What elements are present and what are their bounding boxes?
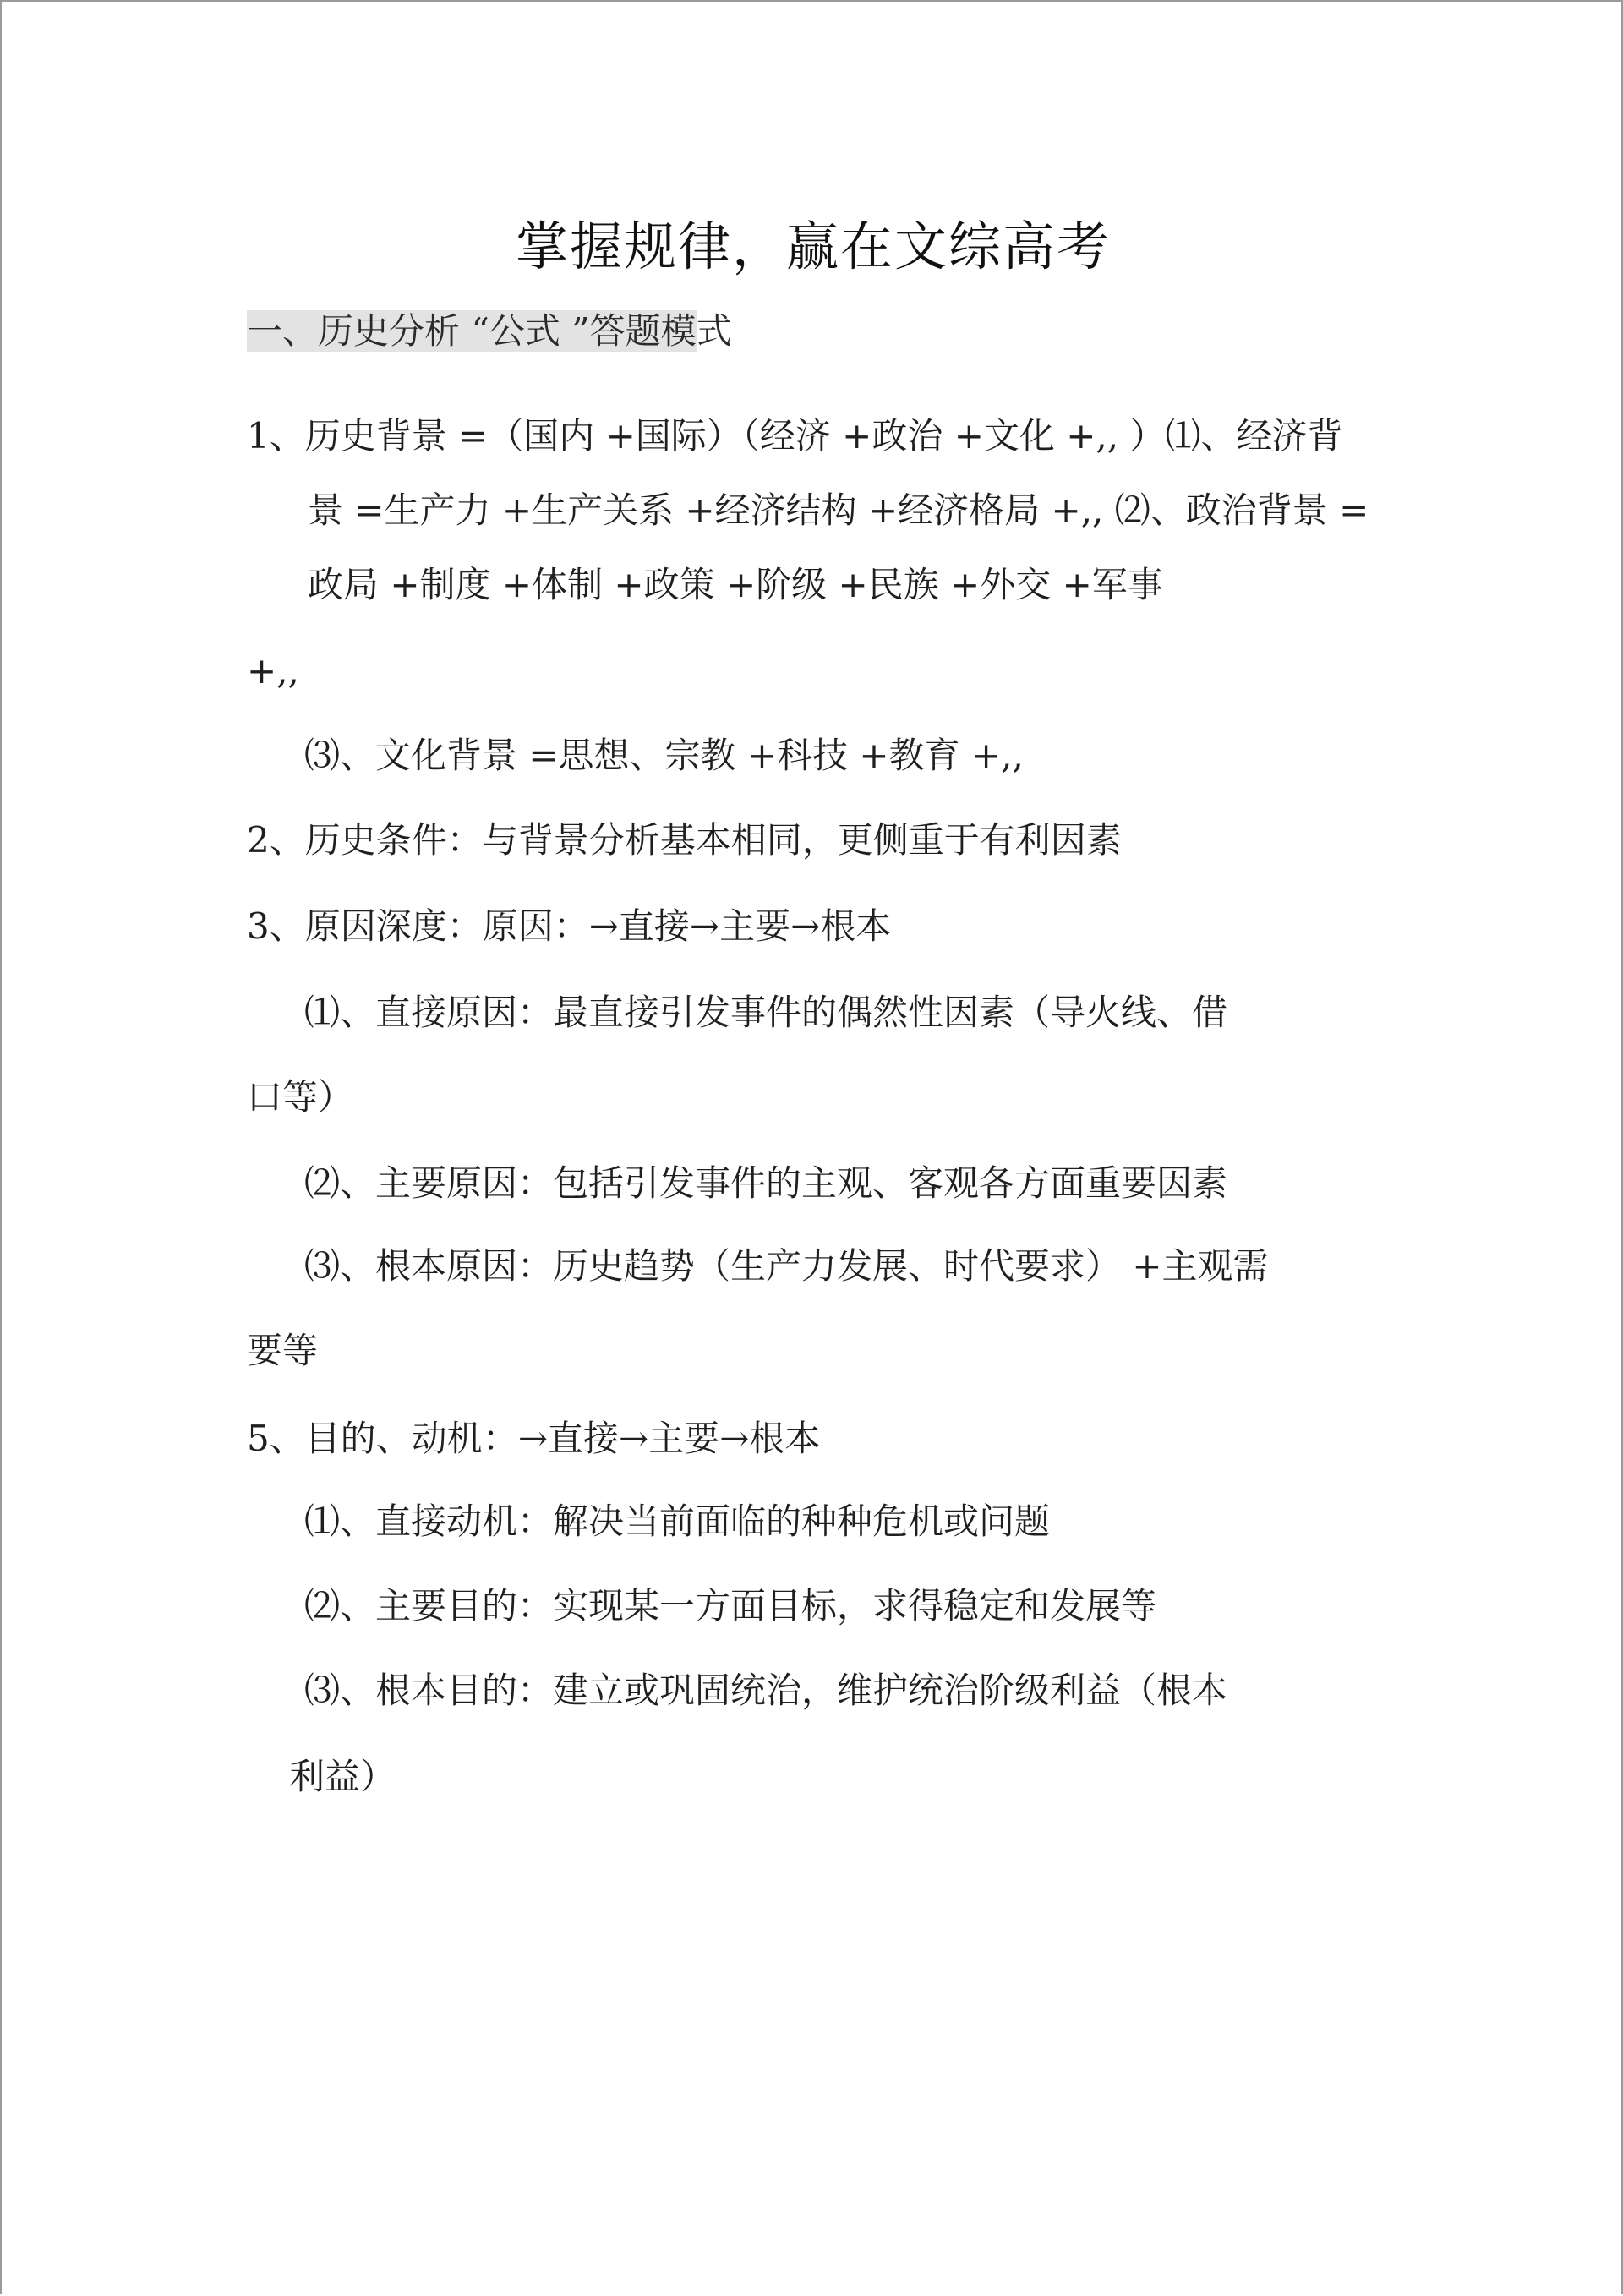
text-line-2: 景 =生产力 +生产关系 +经济结构 +经济格局 +,, ⑵、政治背景 = [308,489,1369,531]
text-line-11: ⑶、根本原因：历史趋势（生产力发展、时代要求） +主观需 [304,1245,1269,1287]
text-line-10: ⑵、主要原因：包括引发事件的主观、客观各方面重要因素 [304,1162,1228,1204]
text-line-4: +,, [247,650,299,692]
text-line-17: 利益） [289,1756,396,1797]
text-line-14: ⑴、直接动机：解决当前面临的种种危机或问题 [304,1501,1051,1542]
text-line-3: 政局 +制度 +体制 +政策 +阶级 +民族 +外交 +军事 [308,564,1163,605]
text-line-16: ⑶、根本目的：建立或巩固统治，维护统治阶级利益（根本 [304,1670,1228,1711]
page-title: 掌握规律，赢在文综高考 [515,216,1111,277]
text-line-13: 5、目的、动机：→直接→主要→根本 [247,1418,821,1459]
text-line-9: 口等） [247,1076,354,1118]
section-heading-highlight: 一、历史分析 “公式 ”答题模 [247,310,697,352]
text-line-7: 3、原因深度：原因：→直接→主要→根本 [247,905,892,947]
section-heading-tail: 式 [696,310,732,352]
text-line-15: ⑵、主要目的：实现某一方面目标，求得稳定和发展等 [304,1585,1157,1626]
text-line-1: 1、历史背景 =（国内 +国际）（经济 +政治 +文化 +,, ）⑴、经济背 [247,415,1343,456]
text-line-12: 要等 [247,1330,319,1371]
section-heading [247,306,732,357]
text-line-5: ⑶、文化背景 =思想、宗教 +科技 +教育 +,, [304,735,1024,776]
text-line-8: ⑴、直接原因：最直接引发事件的偶然性因素（导火线、借 [304,992,1228,1033]
text-line-6: 2、历史条件：与背景分析基本相同，更侧重于有利因素 [247,819,1122,861]
